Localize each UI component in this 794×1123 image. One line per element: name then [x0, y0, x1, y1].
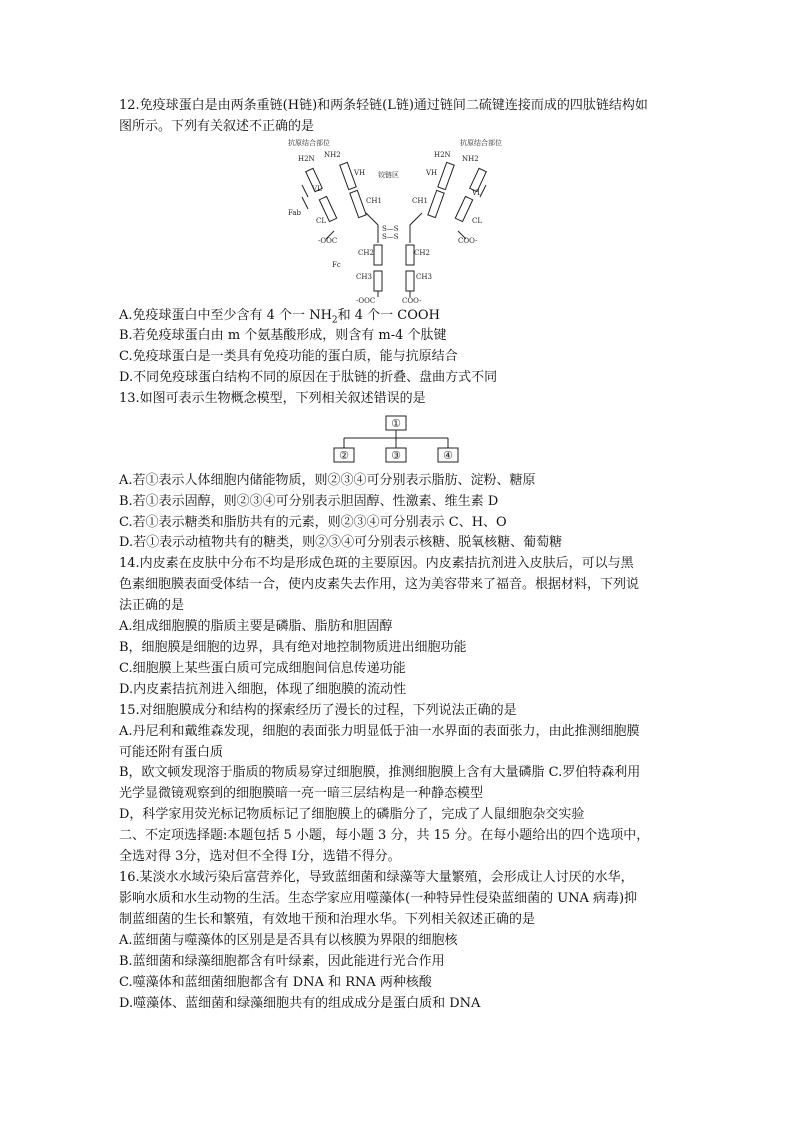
q13-option-b: B.若①表示固醇，则②③④可分别表示胆固醇、性激素、维生素 D	[119, 494, 499, 509]
concept-model-diagram	[330, 414, 462, 466]
fab-label: Fab	[288, 209, 302, 217]
q12-option-b: B.若免疫球蛋白由 m 个氨基酸形成，则含有 m-4 个肽键	[119, 328, 447, 343]
disulfide-label-2: S—S	[382, 233, 399, 241]
q14-option-c: C.细胞膜上某些蛋白质可完成细胞间信息传递功能	[119, 661, 406, 676]
antibody-structure-diagram	[282, 135, 512, 307]
concept-label-3: ③	[391, 449, 401, 462]
cl-right: CL	[472, 217, 483, 225]
q16-stem-line1: 16.某淡水水域污染后富营养化，导致蓝细菌和绿藻等大量繁殖，会形成让人讨厌的水华，	[119, 870, 634, 885]
q12-option-c: C.免疫球蛋白是一类具有免疫功能的蛋白质，能与抗原结合	[119, 349, 458, 364]
ch2-left: CH2	[358, 249, 374, 257]
section2-heading-line2: 全选对得 3分，选对但不全得 I分，选错不得分。	[119, 849, 401, 864]
antigen-site-left-label: 抗原结合部位	[288, 139, 330, 147]
q15-option-b-line1: B，欧文顿发现溶于脂质的物质易穿过细胞膜，推测细胞膜上含有大量磷脂 C.罗伯特森利用	[119, 765, 641, 780]
ch3-right: CH3	[416, 273, 432, 281]
ch2-right: CH2	[414, 249, 430, 257]
ch3-left: CH3	[356, 273, 372, 281]
ch1-left: CH1	[366, 197, 382, 205]
coo-right: COO-	[458, 237, 478, 245]
h2n-right: H2N	[434, 151, 451, 159]
q14-option-b: B，细胞膜是细胞的边界，具有绝对地控制物质进出细胞功能	[119, 640, 467, 655]
q14-option-a: A.组成细胞膜的脂质主要是磷脂、脂肪和胆固醇	[119, 619, 393, 634]
ch1-right: CH1	[412, 197, 428, 205]
ooc-bottom: -OOC	[356, 297, 376, 305]
q13-stem: 13.如图可表示生物概念模型，下列相关叙述错误的是	[119, 391, 426, 406]
vl-left: VL	[312, 185, 322, 193]
q12-stem-line2: 图所示。下列有关叙述不正确的是	[119, 119, 315, 134]
nh2-left: NH2	[324, 151, 341, 159]
fc-label: Fc	[332, 261, 341, 269]
q16-option-d: D.噬藻体、蓝细菌和绿藻细胞共有的组成成分是蛋白质和 DNA	[119, 996, 481, 1011]
h2n-left: H2N	[298, 155, 315, 163]
q16-stem-line2: 影响水质和水生动物的生活。生态学家应用噬藻体(一种特异性侵染蓝细菌的 UNA 病毒)抑	[119, 891, 638, 906]
q12-stem-line1: 12.免疫球蛋白是由两条重链(H链)和两条轻链(L链)通过链间二硫键连接而成的四肽链结构如	[119, 98, 648, 113]
q12-option-a: A.免疫球蛋白中至少含有 4 个一 $NH_2$和 4 个一 COOH	[119, 308, 440, 326]
q14-stem-line1: 14.内皮素在皮肤中分布不均是形成色斑的主要原因。内皮素拮抗剂进入皮肤后，可以与黑	[119, 556, 634, 571]
q13-option-d: D.若①表示动植物共有的糖类，则②③④可分别表示核糖、脱氧核糖、葡萄糖	[119, 535, 563, 550]
q14-stem-line2: 色素细胞膜表面受体结一合，使内皮素失去作用，这为美容带来了福音。根据材料，下列说	[119, 577, 640, 592]
section2-heading-line1: 二、不定项选择题:本题包括 5 小题，每小题 3 分，共 15 分。在每小题给出的四个选项中，	[119, 828, 650, 843]
vh-right: VH	[426, 169, 438, 177]
q15-option-b-line2: 光学显微镜观察到的细胞膜暗一亮一暗三层结构是一种静态模型	[119, 786, 484, 801]
q16-stem-line3: 制蓝细菌的生长和繁殖，有效地干预和治理水华。下列相关叙述正确的是	[119, 912, 536, 927]
q15-option-d: D，科学家用荧光标记物质标记了细胞膜上的磷脂分了，完成了人鼠细胞杂交实验	[119, 807, 585, 822]
cl-left: CL	[316, 217, 327, 225]
q14-option-d: D.内皮素拮抗剂进入细胞，体现了细胞膜的流动性	[119, 682, 407, 697]
ooc-left: -OOC	[318, 237, 338, 245]
concept-label-1: ①	[391, 417, 401, 430]
vh-left: VH	[354, 169, 366, 177]
q15-option-a-line1: A.丹尼利和戴维森发现，细胞的表面张力明显低于油一水界面的表面张力，由此推测细胞膜	[119, 724, 640, 739]
concept-label-2: ②	[339, 449, 349, 462]
q14-stem-line3: 法正确的是	[119, 598, 185, 613]
q15-stem: 15.对细胞膜成分和结构的探索经历了漫长的过程，下列说法正确的是	[119, 703, 517, 718]
hinge-label: 铰链区	[378, 171, 399, 179]
q16-option-c: C.噬藻体和蓝细菌细胞都含有 DNA 和 RNA 两种核酸	[119, 975, 432, 990]
nh2-right: NH2	[462, 155, 479, 163]
disulfide-label-1: S—S	[382, 225, 399, 233]
q13-option-a: A.若①表示人体细胞内储能物质，则②③④可分别表示脂肪、淀粉、糖原	[119, 473, 536, 488]
q12-option-d: D.不同免疫球蛋白结构不同的原因在于肽链的折叠、盘曲方式不同	[119, 370, 498, 385]
q16-option-a: A.蓝细菌与噬藻体的区别是是否具有以核膜为界限的细胞核	[119, 933, 458, 948]
coo-bottom: COO-	[402, 297, 422, 305]
concept-label-4: ④	[443, 449, 453, 462]
q15-option-a-line2: 可能还附有蛋白质	[119, 745, 224, 760]
vl-right: VL	[472, 189, 482, 197]
q13-option-c: C.若①表示糖类和脂肪共有的元素，则②③④可分别表示 C、H、O	[119, 515, 507, 530]
antigen-site-right-label: 抗原结合部位	[460, 139, 502, 147]
q16-option-b: B.蓝细菌和绿藻细胞都含有叶绿素，因此能进行光合作用	[119, 954, 445, 969]
